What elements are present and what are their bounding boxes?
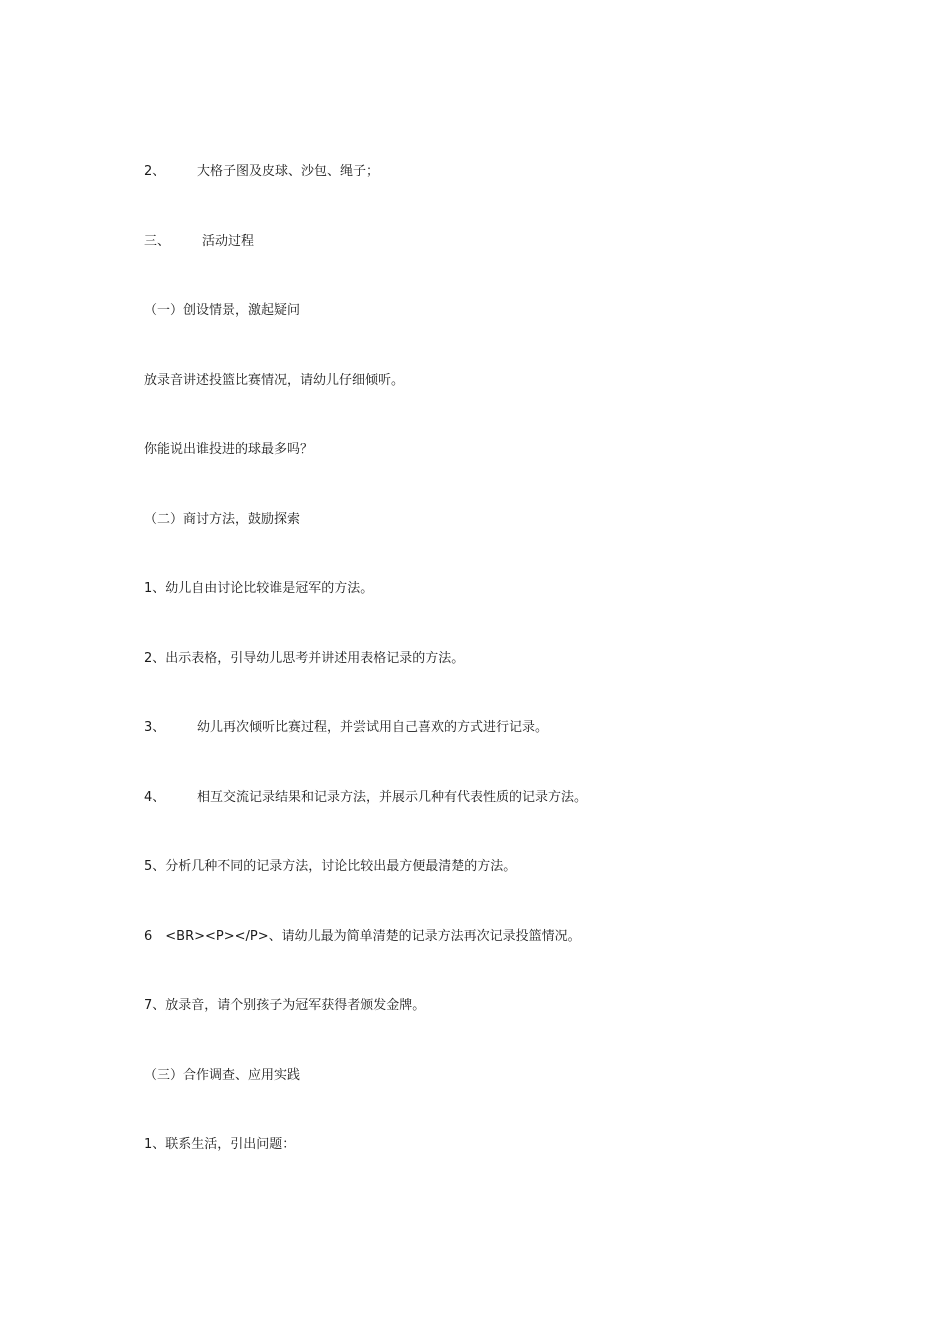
- heading-text: 活动过程: [202, 234, 255, 249]
- paragraph-text: 相互交流记录结果和记录方法，并展示几种有代表性质的记录方法。: [197, 790, 588, 805]
- list-marker: 三、: [144, 234, 171, 249]
- paragraph: 放录音讲述投篮比赛情况，请幼儿仔细倾听。: [144, 373, 405, 388]
- paragraph: 你能说出谁投进的球最多吗？: [144, 442, 314, 457]
- subsection-heading-1: （一）创设情景，激起疑问: [144, 303, 301, 318]
- paragraph-text: 大格子图及皮球、沙包、绳子；: [197, 164, 380, 179]
- paragraph: [144, 719, 548, 737]
- paragraph: 5、分析几种不同的记录方法，讨论比较出最方便最清楚的方法。: [144, 859, 517, 874]
- paragraph: 2、出示表格，引导幼儿思考并讲述用表格记录的方法。: [144, 651, 465, 666]
- paragraph: 1、联系生活，引出问题：: [144, 1137, 296, 1152]
- list-marker: 4、: [144, 790, 166, 805]
- subsection-heading-2: （二）商讨方法，鼓励探索: [144, 512, 301, 527]
- paragraph: 7、放录音，请个别孩子为冠军获得者颁发金牌。: [144, 998, 426, 1013]
- subsection-heading-3: （三）合作调查、应用实践: [144, 1068, 301, 1083]
- list-marker: 2、: [144, 164, 166, 179]
- paragraph-text: 幼儿再次倾听比赛过程，并尝试用自己喜欢的方式进行记录。: [197, 720, 549, 735]
- paragraph: [144, 789, 587, 807]
- paragraph: 6 <BR><P></P>、请幼儿最为简单清楚的记录方法再次记录投篮情况。: [144, 929, 581, 944]
- section-heading-activity-process: [144, 233, 254, 251]
- paragraph: 1、幼儿自由讨论比较谁是冠军的方法。: [144, 581, 374, 596]
- list-marker: 3、: [144, 720, 166, 735]
- paragraph-materials: [144, 163, 379, 181]
